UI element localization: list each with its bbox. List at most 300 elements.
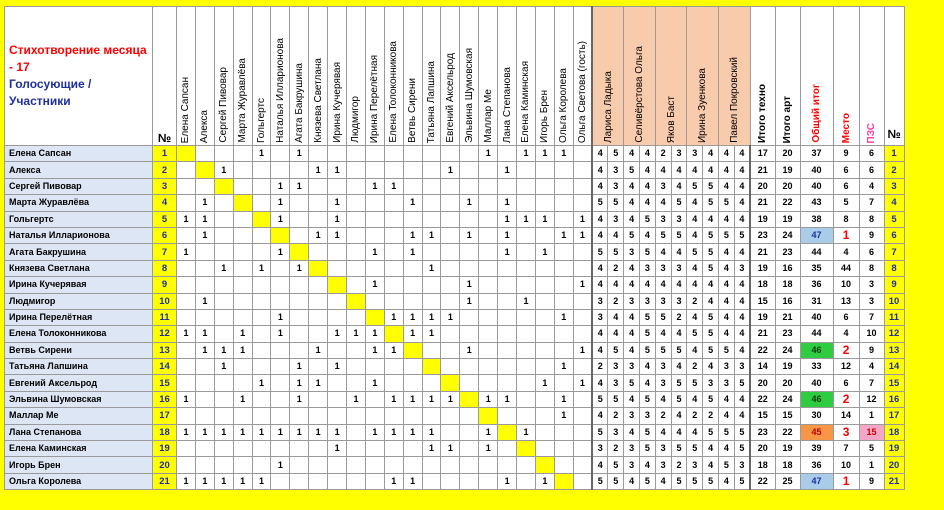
vote-cell: 1: [290, 260, 309, 276]
total-techno: 15: [750, 293, 775, 309]
vote-cell: [460, 146, 479, 162]
vote-cell: 1: [422, 309, 441, 325]
voter-header: [479, 7, 498, 146]
jury-score: 5: [639, 244, 655, 260]
voter-header: [347, 7, 366, 146]
place: 2: [833, 342, 859, 358]
vote-cell: [554, 260, 573, 276]
vote-cell: [479, 227, 498, 243]
jury-score: 3: [687, 146, 703, 162]
vote-cell: [177, 375, 196, 391]
overall-total: 43: [800, 195, 833, 211]
vote-cell: [460, 359, 479, 375]
participant-name: Игорь Брен: [5, 457, 153, 473]
vote-cell: [403, 375, 422, 391]
jury-score: 5: [671, 441, 687, 457]
jury-score: 5: [671, 375, 687, 391]
place: 4: [833, 326, 859, 342]
vote-cell: [517, 178, 536, 194]
vote-cell: 1: [554, 309, 573, 325]
vote-cell: [573, 457, 592, 473]
jury-score: 4: [703, 146, 719, 162]
vote-cell: [498, 408, 517, 424]
jury-score: 5: [703, 244, 719, 260]
voter-header: [573, 7, 592, 146]
vote-cell: 1: [422, 260, 441, 276]
vote-cell: [309, 408, 328, 424]
vote-cell: 1: [403, 326, 422, 342]
overall-total: 47: [800, 227, 833, 243]
participant-name: Татьяна Лапшина: [5, 359, 153, 375]
header-row: [5, 7, 905, 146]
row-number-right: 4: [884, 195, 904, 211]
vote-cell: [365, 359, 384, 375]
jury-score: 5: [624, 227, 640, 243]
jury-score: 5: [703, 195, 719, 211]
jury-score: 5: [592, 244, 608, 260]
jury-score: 5: [703, 342, 719, 358]
jury-score: 3: [734, 359, 750, 375]
jury-header-label: Селивёрстова Ольга: [633, 46, 645, 143]
jury-score: 3: [655, 441, 671, 457]
vote-cell: [195, 391, 214, 407]
participant-name: Агата Бакрушина: [5, 244, 153, 260]
jury-score: 4: [734, 277, 750, 293]
vote-cell: [479, 195, 498, 211]
total-art: 25: [775, 473, 800, 489]
vote-cell: 1: [177, 244, 196, 260]
total-art: 24: [775, 342, 800, 358]
participant-name: Сергей Пивовар: [5, 178, 153, 194]
jury-score: 4: [734, 195, 750, 211]
vote-cell: 1: [252, 375, 271, 391]
vote-cell: [233, 293, 252, 309]
jury-score: 4: [608, 277, 624, 293]
vote-cell: [195, 309, 214, 325]
vote-cell: [195, 375, 214, 391]
jury-score: 4: [655, 277, 671, 293]
participant-name: Елена Толоконникова: [5, 326, 153, 342]
voter-header-label: Алекса: [199, 109, 211, 143]
jury-score: 5: [639, 441, 655, 457]
vote-cell: [498, 260, 517, 276]
vote-cell: [517, 391, 536, 407]
vote-cell: [573, 146, 592, 162]
vote-cell: [309, 326, 328, 342]
vote-cell: [441, 260, 460, 276]
vote-cell: [271, 441, 290, 457]
jury-score: 5: [703, 227, 719, 243]
vote-cell: 1: [271, 326, 290, 342]
jury-score: 3: [671, 211, 687, 227]
jury-score: 3: [671, 260, 687, 276]
vote-cell: [441, 473, 460, 489]
vote-cell: [554, 162, 573, 178]
row-number: 11: [153, 309, 177, 325]
vote-cell: 1: [517, 293, 536, 309]
jury-score: 5: [671, 473, 687, 489]
vote-cell: [195, 260, 214, 276]
vote-cell: [573, 391, 592, 407]
jury-score: 5: [639, 391, 655, 407]
sheet-subtitle: Голосующие / Участники: [9, 77, 92, 108]
jury-score: 2: [608, 408, 624, 424]
vote-cell: [403, 359, 422, 375]
vote-cell: 1: [252, 146, 271, 162]
jury-score: 4: [687, 260, 703, 276]
vote-cell: 1: [214, 473, 233, 489]
voter-header: [195, 7, 214, 146]
vote-cell: 1: [573, 277, 592, 293]
overall-total: 40: [800, 178, 833, 194]
participant-name: Людмигор: [5, 293, 153, 309]
total-art: 20: [775, 375, 800, 391]
vote-cell: 1: [365, 326, 384, 342]
vote-cell: [347, 293, 366, 309]
vote-cell: [384, 211, 403, 227]
vote-cell: 1: [328, 441, 347, 457]
vote-cell: 1: [479, 391, 498, 407]
overall-total: 40: [800, 375, 833, 391]
voter-header-label: Ольга Светова (гость): [576, 40, 588, 143]
total-art: 23: [775, 244, 800, 260]
vote-cell: 1: [290, 375, 309, 391]
vote-cell: [554, 473, 573, 489]
row-number-right: 17: [884, 408, 904, 424]
row-number: 8: [153, 260, 177, 276]
vote-cell: 1: [365, 375, 384, 391]
jury-score: 3: [608, 162, 624, 178]
row-number-right: 11: [884, 309, 904, 325]
voter-header: [422, 7, 441, 146]
voter-header: [441, 7, 460, 146]
vote-cell: [535, 424, 554, 440]
total-header: [775, 7, 800, 146]
vote-cell: [535, 277, 554, 293]
vote-cell: [309, 277, 328, 293]
jury-score: 3: [608, 211, 624, 227]
participant-name: Эльвина Шумовская: [5, 391, 153, 407]
jury-score: 5: [655, 227, 671, 243]
vote-cell: [347, 473, 366, 489]
voter-header: [328, 7, 347, 146]
vote-cell: [195, 441, 214, 457]
vote-cell: [517, 162, 536, 178]
pzs-score: 5: [859, 441, 884, 457]
voter-header: [535, 7, 554, 146]
jury-score: 4: [718, 162, 734, 178]
vote-cell: [177, 260, 196, 276]
vote-cell: [422, 457, 441, 473]
jury-score: 5: [718, 227, 734, 243]
pzs-score: 3: [859, 293, 884, 309]
jury-score: 4: [639, 375, 655, 391]
vote-cell: [347, 309, 366, 325]
vote-cell: [309, 309, 328, 325]
jury-score: 4: [624, 260, 640, 276]
jury-score: 3: [639, 408, 655, 424]
vote-cell: [517, 359, 536, 375]
pzs-score: 6: [859, 162, 884, 178]
vote-cell: [328, 309, 347, 325]
vote-cell: [422, 211, 441, 227]
jury-score: 2: [608, 260, 624, 276]
jury-score: 4: [718, 244, 734, 260]
vote-cell: 1: [384, 424, 403, 440]
vote-cell: [252, 408, 271, 424]
place: 10: [833, 277, 859, 293]
total-art: 22: [775, 424, 800, 440]
vote-cell: [535, 391, 554, 407]
voter-header-label: Елена Каминская: [520, 61, 532, 143]
jury-score: 4: [718, 146, 734, 162]
vote-cell: [554, 293, 573, 309]
vote-cell: [535, 326, 554, 342]
jury-score: 4: [703, 211, 719, 227]
overall-total: 39: [800, 441, 833, 457]
vote-cell: [517, 227, 536, 243]
vote-cell: [290, 195, 309, 211]
vote-cell: [460, 260, 479, 276]
vote-cell: [403, 457, 422, 473]
vote-cell: [498, 359, 517, 375]
pzs-score: 1: [859, 408, 884, 424]
vote-cell: [309, 473, 328, 489]
vote-cell: 1: [460, 342, 479, 358]
vote-cell: 1: [441, 309, 460, 325]
vote-cell: [460, 473, 479, 489]
vote-cell: 1: [403, 309, 422, 325]
row-number-right: 21: [884, 473, 904, 489]
vote-cell: [422, 146, 441, 162]
total-techno: 21: [750, 326, 775, 342]
place: 4: [833, 244, 859, 260]
vote-cell: [573, 260, 592, 276]
vote-cell: 1: [535, 473, 554, 489]
jury-score: 4: [671, 359, 687, 375]
table-row: [5, 178, 905, 194]
vote-cell: [347, 342, 366, 358]
vote-cell: [403, 162, 422, 178]
jury-score: 5: [624, 162, 640, 178]
table-row: [5, 326, 905, 342]
vote-cell: [403, 146, 422, 162]
vote-cell: 1: [479, 146, 498, 162]
jury-score: 4: [671, 326, 687, 342]
jury-score: 2: [655, 408, 671, 424]
vote-cell: [460, 162, 479, 178]
vote-cell: 1: [271, 309, 290, 325]
jury-header: [655, 7, 687, 146]
vote-cell: [252, 211, 271, 227]
jury-score: 4: [671, 244, 687, 260]
jury-score: 5: [655, 342, 671, 358]
vote-cell: [573, 408, 592, 424]
jury-score: 5: [703, 178, 719, 194]
total-techno: 19: [750, 309, 775, 325]
vote-cell: [347, 457, 366, 473]
vote-cell: 1: [403, 424, 422, 440]
vote-cell: [195, 244, 214, 260]
jury-score: 4: [718, 178, 734, 194]
vote-cell: [422, 244, 441, 260]
jury-score: 3: [718, 359, 734, 375]
vote-cell: 1: [309, 227, 328, 243]
vote-cell: 1: [290, 391, 309, 407]
row-number-right: 19: [884, 441, 904, 457]
vote-cell: [309, 260, 328, 276]
vote-cell: [384, 375, 403, 391]
vote-cell: [517, 244, 536, 260]
vote-cell: [309, 293, 328, 309]
vote-cell: 1: [460, 195, 479, 211]
vote-cell: 1: [328, 211, 347, 227]
vote-cell: [290, 227, 309, 243]
vote-cell: [214, 326, 233, 342]
vote-cell: [214, 227, 233, 243]
jury-header-label: Яков Баст: [665, 95, 677, 143]
jury-score: 2: [608, 441, 624, 457]
jury-score: 3: [624, 457, 640, 473]
vote-cell: [365, 309, 384, 325]
vote-cell: [479, 375, 498, 391]
vote-cell: [328, 375, 347, 391]
vote-cell: [290, 441, 309, 457]
voter-header: [365, 7, 384, 146]
jury-score: 4: [624, 424, 640, 440]
vote-cell: [460, 441, 479, 457]
total-techno: 19: [750, 211, 775, 227]
table-row: [5, 293, 905, 309]
vote-cell: [233, 375, 252, 391]
vote-cell: [252, 195, 271, 211]
total-art: 16: [775, 293, 800, 309]
vote-cell: 1: [384, 178, 403, 194]
vote-cell: 1: [498, 227, 517, 243]
voter-header: [177, 7, 196, 146]
vote-cell: 1: [365, 424, 384, 440]
jury-score: 5: [718, 424, 734, 440]
vote-cell: [271, 293, 290, 309]
participant-name: Лана Степанова: [5, 424, 153, 440]
vote-cell: 1: [214, 260, 233, 276]
vote-cell: [460, 457, 479, 473]
sheet-title: Стихотворение месяца - 17: [9, 43, 147, 74]
vote-cell: [328, 342, 347, 358]
vote-cell: [177, 309, 196, 325]
jury-score: 4: [687, 391, 703, 407]
jury-score: 3: [624, 441, 640, 457]
jury-score: 4: [687, 227, 703, 243]
jury-score: 4: [703, 293, 719, 309]
jury-score: 4: [687, 162, 703, 178]
jury-score: 5: [592, 391, 608, 407]
vote-cell: 1: [573, 211, 592, 227]
vote-cell: [365, 391, 384, 407]
vote-cell: [347, 227, 366, 243]
vote-cell: 1: [554, 391, 573, 407]
vote-cell: [403, 211, 422, 227]
jury-score: 4: [624, 326, 640, 342]
voter-header: [309, 7, 328, 146]
vote-cell: 1: [233, 424, 252, 440]
vote-cell: 1: [554, 146, 573, 162]
jury-score: 3: [655, 293, 671, 309]
jury-score: 5: [671, 391, 687, 407]
vote-cell: [290, 473, 309, 489]
total-art: 19: [775, 441, 800, 457]
total-art: 18: [775, 457, 800, 473]
table-row: [5, 162, 905, 178]
pzs-score: 10: [859, 326, 884, 342]
row-number-right: 16: [884, 391, 904, 407]
vote-cell: [347, 424, 366, 440]
vote-cell: [384, 457, 403, 473]
vote-cell: [290, 408, 309, 424]
voter-header-label: Лана Степанова: [501, 66, 513, 143]
jury-score: 3: [671, 146, 687, 162]
total-techno: 22: [750, 473, 775, 489]
jury-score: 3: [592, 293, 608, 309]
vote-cell: [403, 178, 422, 194]
voter-header-label: Евгений Аксельрод: [444, 53, 456, 143]
vote-cell: [535, 178, 554, 194]
vote-cell: 1: [460, 277, 479, 293]
jury-header: [718, 7, 750, 146]
row-number: 3: [153, 178, 177, 194]
jury-score: 2: [655, 146, 671, 162]
jury-score: 4: [671, 424, 687, 440]
vote-cell: [347, 211, 366, 227]
vote-cell: 1: [177, 391, 196, 407]
vote-cell: [403, 441, 422, 457]
vote-cell: [460, 326, 479, 342]
jury-score: 4: [718, 277, 734, 293]
vote-cell: 1: [271, 424, 290, 440]
jury-score: 5: [687, 375, 703, 391]
vote-cell: [177, 457, 196, 473]
jury-score: 4: [639, 457, 655, 473]
vote-cell: [422, 195, 441, 211]
voter-header-label: Ирина Кучерявая: [331, 62, 343, 143]
jury-score: 4: [718, 473, 734, 489]
jury-score: 5: [703, 260, 719, 276]
jury-score: 4: [608, 326, 624, 342]
jury-score: 4: [718, 211, 734, 227]
vote-cell: [309, 441, 328, 457]
vote-cell: [498, 441, 517, 457]
jury-score: 4: [639, 359, 655, 375]
vote-cell: [309, 391, 328, 407]
total-techno: 14: [750, 359, 775, 375]
participant-name: Елена Каминская: [5, 441, 153, 457]
jury-score: 4: [734, 391, 750, 407]
number-header: №: [153, 7, 177, 146]
vote-cell: [177, 162, 196, 178]
vote-cell: [177, 359, 196, 375]
jury-score: 2: [671, 457, 687, 473]
vote-cell: 1: [441, 441, 460, 457]
jury-score: 5: [671, 227, 687, 243]
jury-score: 4: [734, 293, 750, 309]
vote-cell: [422, 277, 441, 293]
vote-cell: 1: [535, 146, 554, 162]
vote-cell: 1: [573, 227, 592, 243]
jury-score: 5: [734, 473, 750, 489]
vote-cell: [554, 424, 573, 440]
jury-score: 4: [639, 277, 655, 293]
row-number-right: 1: [884, 146, 904, 162]
